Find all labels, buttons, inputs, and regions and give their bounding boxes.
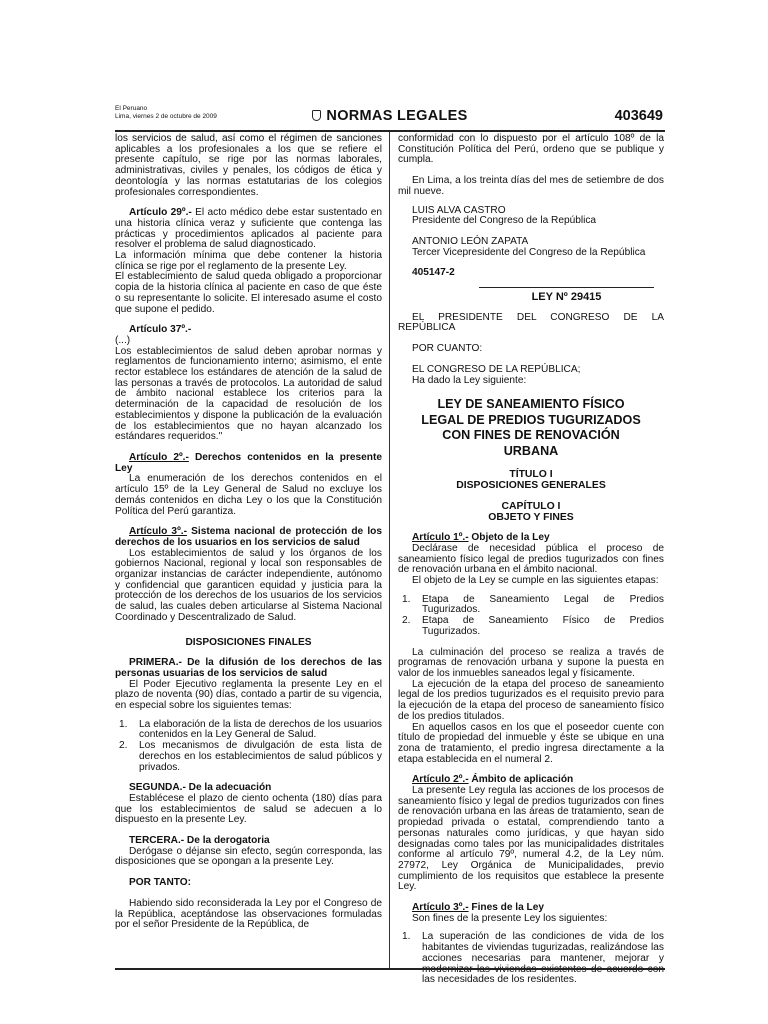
paragraph: En Lima, a los treinta días del mes de setiembre de dos mil nueve.	[398, 175, 664, 197]
list-item: 1. Etapa de Saneamiento Legal de Predios Tugurizados.	[402, 593, 664, 616]
signature-block	[398, 206, 664, 259]
provision-list	[115, 720, 382, 774]
paragraph: En aquellos casos en los que el poseedor cuente con título de propiedad del inmueble y éste se ubique en una zona de tratamiento, el predio ingresa directamente a la etapa establecida en el numeral 2.	[398, 721, 664, 765]
publication-code: 405147-2	[412, 267, 455, 279]
signatory-role: Tercer Vicepresidente del Congreso de la República	[412, 246, 646, 258]
article-1-heading: Artículo 1º.- Objeto de la Ley	[412, 532, 550, 544]
coat-of-arms-icon	[312, 110, 321, 121]
provision-heading: TERCERA.- De la derogatoria	[129, 835, 270, 847]
paragraph: El Poder Ejecutivo reglamenta la presente Ley en el plazo de noventa (90) días, contado a partir de su vigencia, en especial sobre los siguientes temas:	[115, 678, 382, 712]
header-section-title: NORMAS LEGALES	[326, 108, 468, 124]
congress-line: EL CONGRESO DE LA REPÚBLICA;	[412, 363, 581, 375]
list-item: 1. La superación de las condiciones de vida de los habitantes de viviendas tugurizadas, realizándose las acciones necesarias para mantener, mejorar y las necesidades de los residentes.	[402, 931, 664, 986]
paragraph: La ejecución de la etapa del proceso de saneamiento legal de los predios tugurizados es el requisito previo para la ejecución de la etapa del proceso de saneamiento físico de los predios titulados.	[398, 678, 664, 722]
right-column	[398, 134, 664, 986]
paragraph: El objeto de la Ley se cumple en las siguientes etapas:	[412, 575, 659, 587]
article-3-heading: Artículo 3º.- Fines de la Ley	[412, 902, 544, 914]
paragraph: Son fines de la presente Ley los siguientes:	[412, 912, 608, 924]
left-column	[115, 134, 382, 931]
paragraph: La presente Ley regula las acciones de los procesos de saneamiento físico y legal de predios tugurizados con fines de renovación urbana en las áreas de tratamiento, sean de propiedad privada o estatal, comprendiendo tanto a personas naturales como jurídicas, y que hayan sido designadas como tales por las municipalidades distritales conforme al artículo 79º, numeral 4.2, de la Ley núm. 27972, Ley Orgánica de Municipalidades, previo cumplimiento de los requisitos que establece la presente Ley.	[398, 785, 664, 893]
header-page-number: 403649	[614, 108, 663, 124]
bottom-rule	[115, 968, 665, 970]
title-name: DISPOSICIONES GENERALES	[456, 480, 606, 492]
stage-list	[398, 595, 664, 638]
paragraph: La culminación del proceso se realiza a través de programas de renovación urbana y supone la puesta en valor de los inmuebles saneados legal y físicamente.	[398, 646, 664, 679]
paragraph: La información mínima que debe contener la historia clínica se rige por el reglamento de la presente Ley.	[115, 250, 382, 272]
paragraph: Habiendo sido reconsiderada la Ley por el Congreso de la República, aceptándose las observaciones formuladas por el señor Presidente de la República, de	[115, 897, 382, 931]
list-item: 2. Etapa de Saneamiento Físico de Predios Tugurizados.	[402, 615, 664, 637]
paragraph: La enumeración de los derechos contenidos en el artículo 15º de la Ley General de Salud no excluye los demás contenidos en dicha Ley o los que la Constitución Política del Perú garantiza.	[115, 473, 382, 517]
paragraph: Declárase de necesidad pública el proceso de saneamiento físico legal de predios tugurizados con fines de renovación urbana en el ámbito nacional.	[398, 542, 664, 576]
provision-heading: PRIMERA.- De la difusión de los derechos de las personas usuarias de los servicios de salud	[115, 657, 382, 679]
article-title: Artículo 29º.-	[129, 207, 192, 219]
paragraph: Establécese el plazo de ciento ochenta (180) días para que los establecimientos de salud se adecuen a lo dispuesto en la presente Ley.	[115, 792, 382, 826]
por-tanto: POR TANTO:	[129, 877, 192, 889]
signatory-name: LUIS ALVA CASTRO	[412, 204, 506, 216]
chapter-number: CAPÍTULO I	[501, 501, 561, 513]
paragraph: los servicios de salud, así como el régimen de sanciones aplicables a los profesionales a los que se refiere el presente capítulo, se rige por las normas laborales, administrativas, civiles y penales, los códigos de ética y deontología y las normas estatutarias de los colegios profesionales correspondientes.	[115, 133, 382, 198]
article-29: Artículo 29º.- El acto médico debe estar sustentado en una historia clínica veraz y suficiente que contenga las prácticas y procedimientos aplicados al paciente para resolver el problema de salud diagnosticado.	[115, 207, 382, 251]
paragraph: Los establecimientos de salud deben aprobar normas y reglamentos de funcionamiento interno; asimismo, el ente rector establece los estándares de atención de la salud de las personas a través de protocolos. La autoridad de salud de ámbito nacional establece los criterios para la determinación de la capacidad de resolución de los establecimientos y dispone la publicación de la evaluación de los establecimientos que no hayan alcanzado los estándares requeridos."	[115, 345, 382, 443]
paragraph: conformidad con lo dispuesto por el artículo 108º de la Constitución Política del Perú, ordeno que se publique y cumpla.	[398, 133, 664, 166]
list-item: 1. La elaboración de la lista de derechos de los usuarios contenidos en la Ley General de Salud.	[119, 718, 382, 741]
signatory-role: Presidente del Congreso de la República	[412, 215, 597, 227]
law-number: LEY Nº 29415	[479, 287, 654, 303]
header-section	[115, 108, 665, 124]
title-number: TÍTULO I	[509, 469, 553, 481]
column-divider	[389, 132, 390, 968]
por-cuanto: POR CUANTO:	[412, 343, 483, 355]
header-date: Lima, viernes 2 de octubre de 2009	[115, 113, 217, 120]
page-header	[115, 104, 665, 132]
provision-heading: SEGUNDA.- De la adecuación	[129, 782, 272, 794]
paragraph: Los establecimientos de salud y los órganos de los gobiernos Nacional, regional y local son responsables de organizar instancias de carácter independiente, autónomo y confidencial que garanticen equidad y justicia para la protección de los derechos de los usuarios de los servicios de salud, las cuales deben articularse al Sistema Nacional Coordinado y Descentralizado de Salud.	[115, 547, 382, 623]
purpose-list	[398, 932, 664, 986]
article-37-title: Artículo 37º.-	[129, 324, 192, 336]
paragraph: Derógase o déjanse sin efecto, según corresponda, las disposiciones que se opongan a la presente Ley.	[115, 845, 382, 868]
ellipsis: (...)	[115, 334, 131, 346]
article-2-heading: Artículo 2º.- Ámbito de aplicación	[412, 774, 574, 786]
list-item: 2. Los mecanismos de divulgación de esta lista de derechos en los establecimientos de salud públicos y privados.	[119, 740, 382, 773]
header-paper-name: El Peruano	[115, 105, 148, 112]
article-2-heading: Artículo 2º.- Derechos contenidos en la presente Ley	[115, 451, 382, 474]
article-3-heading: Artículo 3º.- Sistema nacional de protección de los derechos de los usuarios en los servicios de salud	[115, 526, 382, 548]
law-name: LEY DE SANEAMIENTO FÍSICO LEGAL DE PREDIOS TUGURIZADOS CON FINES DE RENOVACIÓN URBANA	[421, 397, 641, 458]
section-title: DISPOSICIONES FINALES	[185, 636, 312, 648]
president-line: EL PRESIDENTE DEL CONGRESO DE LA REPÚBLICA	[398, 311, 664, 334]
paragraph: El establecimiento de salud queda obligado a proporcionar copia de la historia clínica al paciente en caso de que éste o su representante lo solicite. El interesado asume el costo que supone el pedido.	[115, 271, 382, 315]
chapter-name: OBJETO Y FINES	[488, 512, 574, 524]
paragraph: Ha dado la Ley siguiente:	[412, 374, 527, 386]
signatory-name: ANTONIO LEÓN ZAPATA	[412, 235, 529, 247]
